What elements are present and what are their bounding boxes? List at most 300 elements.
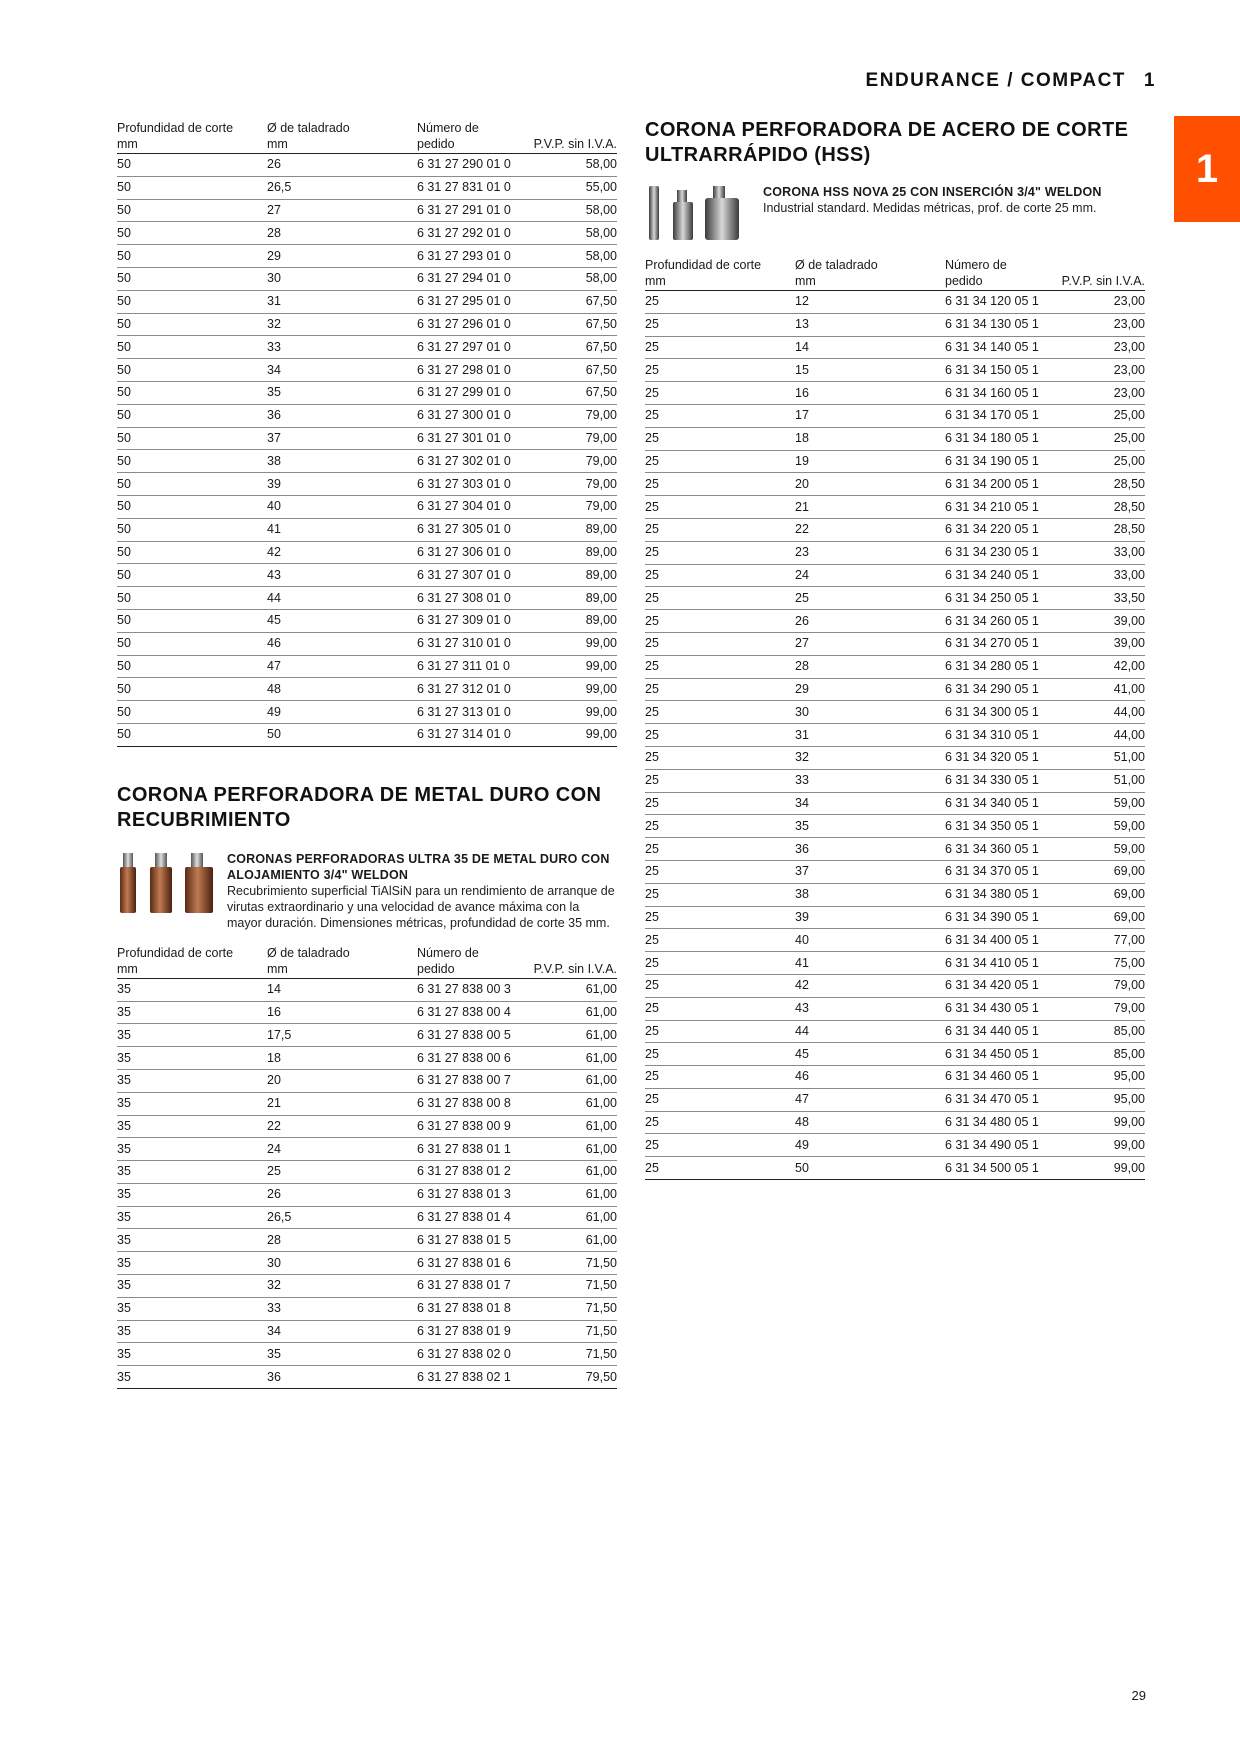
cell-depth: 35 [117, 1115, 267, 1138]
cell-price: 25,00 [1055, 450, 1145, 473]
cell-order-number: 6 31 27 838 00 4 [417, 1001, 527, 1024]
cell-order-number: 6 31 34 390 05 1 [945, 906, 1055, 929]
right-column [645, 118, 1145, 1180]
cell-price: 99,00 [1055, 1111, 1145, 1134]
cell-price: 58,00 [527, 154, 617, 177]
col-header-depth: Profundidad de corte mm [645, 257, 795, 291]
product-text [227, 851, 617, 931]
cell-order-number: 6 31 34 230 05 1 [945, 541, 1055, 564]
cell-depth: 25 [645, 291, 795, 314]
cell-order-number: 6 31 34 260 05 1 [945, 610, 1055, 633]
table-row [117, 1229, 617, 1252]
cell-price: 28,50 [1055, 518, 1145, 541]
table-row [645, 724, 1145, 747]
cell-diameter: 38 [795, 883, 945, 906]
table-row [645, 883, 1145, 906]
cell-price: 99,00 [527, 678, 617, 701]
cell-depth: 25 [645, 997, 795, 1020]
cell-order-number: 6 31 27 290 01 0 [417, 154, 527, 177]
cell-price: 58,00 [527, 267, 617, 290]
cell-depth: 50 [117, 587, 267, 610]
table-row [645, 701, 1145, 724]
cell-depth: 25 [645, 815, 795, 838]
cell-price: 99,00 [527, 655, 617, 678]
table-row [645, 404, 1145, 427]
table-row [645, 496, 1145, 519]
cell-diameter: 38 [267, 450, 417, 473]
cell-order-number: 6 31 34 320 05 1 [945, 746, 1055, 769]
cell-diameter: 28 [795, 655, 945, 678]
cell-order-number: 6 31 27 297 01 0 [417, 336, 527, 359]
cell-price: 79,00 [527, 450, 617, 473]
table-row [645, 336, 1145, 359]
cell-price: 61,00 [527, 1047, 617, 1070]
table-row [117, 473, 617, 496]
cell-depth: 25 [645, 701, 795, 724]
cell-order-number: 6 31 34 270 05 1 [945, 632, 1055, 655]
cell-price: 85,00 [1055, 1020, 1145, 1043]
cell-price: 51,00 [1055, 769, 1145, 792]
table-row [645, 587, 1145, 610]
table2-body [117, 978, 617, 1388]
product-image-nova25 [645, 184, 763, 247]
product-block-hss [645, 184, 1145, 247]
cell-order-number: 6 31 34 300 05 1 [945, 701, 1055, 724]
cell-order-number: 6 31 34 150 05 1 [945, 359, 1055, 382]
cell-price: 79,00 [527, 495, 617, 518]
cell-diameter: 41 [267, 518, 417, 541]
table-row [117, 359, 617, 382]
cell-diameter: 20 [795, 473, 945, 496]
table-row [117, 1297, 617, 1320]
table-row [117, 541, 617, 564]
cell-depth: 25 [645, 769, 795, 792]
table-row [645, 860, 1145, 883]
cell-order-number: 6 31 27 291 01 0 [417, 199, 527, 222]
cell-order-number: 6 31 27 293 01 0 [417, 245, 527, 268]
cell-diameter: 29 [267, 245, 417, 268]
cell-order-number: 6 31 27 838 00 3 [417, 978, 527, 1001]
cell-price: 79,00 [527, 427, 617, 450]
cell-order-number: 6 31 34 420 05 1 [945, 974, 1055, 997]
cell-price: 89,00 [527, 587, 617, 610]
table-row [117, 495, 617, 518]
product-name: CORONAS PERFORADORAS ULTRA 35 DE METAL DURO CON ALOJAMIENTO 3/4" WELDON [227, 851, 610, 882]
table-row [645, 1020, 1145, 1043]
cell-depth: 25 [645, 883, 795, 906]
cell-diameter: 50 [267, 723, 417, 746]
table-row [117, 1115, 617, 1138]
table-row [117, 1320, 617, 1343]
table-row [117, 678, 617, 701]
cell-order-number: 6 31 27 300 01 0 [417, 404, 527, 427]
cell-diameter: 34 [795, 792, 945, 815]
cell-diameter: 20 [267, 1069, 417, 1092]
cell-depth: 25 [645, 1157, 795, 1180]
cell-diameter: 35 [267, 381, 417, 404]
table-row [645, 1134, 1145, 1157]
cell-diameter: 31 [795, 724, 945, 747]
cell-diameter: 28 [267, 1229, 417, 1252]
cell-price: 79,00 [527, 404, 617, 427]
cell-price: 79,50 [527, 1366, 617, 1389]
cell-diameter: 50 [795, 1157, 945, 1180]
table-header-row [117, 120, 617, 154]
cell-price: 89,00 [527, 541, 617, 564]
cell-depth: 50 [117, 154, 267, 177]
cell-depth: 25 [645, 382, 795, 405]
cell-depth: 25 [645, 792, 795, 815]
cell-order-number: 6 31 27 838 01 8 [417, 1297, 527, 1320]
cell-order-number: 6 31 27 312 01 0 [417, 678, 527, 701]
cell-price: 23,00 [1055, 359, 1145, 382]
cell-diameter: 46 [267, 632, 417, 655]
cell-order-number: 6 31 27 838 00 8 [417, 1092, 527, 1115]
cell-depth: 25 [645, 1088, 795, 1111]
cell-depth: 35 [117, 1275, 267, 1298]
cell-depth: 35 [117, 1024, 267, 1047]
cell-price: 89,00 [527, 564, 617, 587]
cell-order-number: 6 31 27 838 00 5 [417, 1024, 527, 1047]
product-description: Recubrimiento superficial TiAlSiN para un rendimiento de arranque de virutas extraordinario y una velocidad de avance máxima con la mayor duración. Dimensiones métricas, profundidad de corte 35 mm. [227, 883, 615, 930]
cell-depth: 25 [645, 746, 795, 769]
cell-diameter: 42 [795, 974, 945, 997]
cell-diameter: 46 [795, 1066, 945, 1089]
col-header-diameter: Ø de taladrado mm [267, 945, 417, 979]
cell-depth: 25 [645, 1134, 795, 1157]
cell-diameter: 35 [267, 1343, 417, 1366]
cell-price: 59,00 [1055, 815, 1145, 838]
table-row [117, 655, 617, 678]
cell-depth: 25 [645, 518, 795, 541]
cell-price: 61,00 [527, 1001, 617, 1024]
cell-diameter: 33 [795, 769, 945, 792]
cell-order-number: 6 31 34 290 05 1 [945, 678, 1055, 701]
table-row [117, 199, 617, 222]
table-row [117, 632, 617, 655]
chapter-tab [1174, 116, 1240, 222]
cell-price: 51,00 [1055, 746, 1145, 769]
cell-diameter: 43 [795, 997, 945, 1020]
cell-depth: 25 [645, 404, 795, 427]
table-row [117, 1206, 617, 1229]
cell-depth: 50 [117, 473, 267, 496]
cell-depth: 35 [117, 1001, 267, 1024]
cell-order-number: 6 31 27 838 01 5 [417, 1229, 527, 1252]
cell-price: 99,00 [1055, 1134, 1145, 1157]
table3-body [645, 291, 1145, 1180]
cell-price: 42,00 [1055, 655, 1145, 678]
cell-depth: 25 [645, 473, 795, 496]
cell-depth: 35 [117, 1092, 267, 1115]
col-header-diameter: Ø de taladrado mm [795, 257, 945, 291]
cell-order-number: 6 31 27 302 01 0 [417, 450, 527, 473]
product-name-hss: CORONA HSS NOVA 25 CON INSERCIÓN 3/4" WELDON [763, 185, 1102, 199]
cell-order-number: 6 31 34 240 05 1 [945, 564, 1055, 587]
table-row [117, 245, 617, 268]
cell-depth: 25 [645, 1111, 795, 1134]
col-header-order: Número de pedido [945, 257, 1055, 291]
cell-price: 99,00 [527, 723, 617, 746]
cell-depth: 25 [645, 1066, 795, 1089]
cell-diameter: 24 [267, 1138, 417, 1161]
cell-price: 59,00 [1055, 838, 1145, 861]
cell-depth: 25 [645, 860, 795, 883]
cell-diameter: 30 [267, 267, 417, 290]
cell-order-number: 6 31 27 838 01 4 [417, 1206, 527, 1229]
table-row [645, 655, 1145, 678]
table-row [117, 1161, 617, 1184]
cell-depth: 25 [645, 678, 795, 701]
table-row [645, 1088, 1145, 1111]
cell-price: 69,00 [1055, 906, 1145, 929]
cell-order-number: 6 31 34 210 05 1 [945, 496, 1055, 519]
cell-depth: 50 [117, 518, 267, 541]
cell-diameter: 26 [267, 1183, 417, 1206]
cell-diameter: 12 [795, 291, 945, 314]
cell-order-number: 6 31 27 296 01 0 [417, 313, 527, 336]
cell-price: 44,00 [1055, 724, 1145, 747]
cell-diameter: 27 [267, 199, 417, 222]
cell-order-number: 6 31 34 140 05 1 [945, 336, 1055, 359]
table-row [645, 610, 1145, 633]
cell-order-number: 6 31 27 307 01 0 [417, 564, 527, 587]
page-header-title: ENDURANCE / COMPACT [865, 70, 1126, 91]
cell-diameter: 16 [795, 382, 945, 405]
table-row [117, 609, 617, 632]
cell-order-number: 6 31 27 831 01 0 [417, 176, 527, 199]
cell-diameter: 24 [795, 564, 945, 587]
cell-order-number: 6 31 27 308 01 0 [417, 587, 527, 610]
table-row [645, 815, 1145, 838]
table-row [117, 290, 617, 313]
cell-price: 71,50 [527, 1275, 617, 1298]
cell-depth: 50 [117, 336, 267, 359]
table-row [117, 336, 617, 359]
cell-diameter: 49 [267, 701, 417, 724]
table-row [645, 838, 1145, 861]
cell-diameter: 36 [267, 1366, 417, 1389]
cell-order-number: 6 31 27 304 01 0 [417, 495, 527, 518]
cell-price: 95,00 [1055, 1088, 1145, 1111]
table-row [645, 541, 1145, 564]
cell-depth: 25 [645, 952, 795, 975]
cell-depth: 25 [645, 610, 795, 633]
cell-order-number: 6 31 34 330 05 1 [945, 769, 1055, 792]
cell-price: 71,50 [527, 1343, 617, 1366]
cell-depth: 25 [645, 587, 795, 610]
cell-order-number: 6 31 27 838 00 6 [417, 1047, 527, 1070]
table-row [117, 1069, 617, 1092]
cell-diameter: 14 [795, 336, 945, 359]
cell-price: 39,00 [1055, 610, 1145, 633]
cell-price: 23,00 [1055, 336, 1145, 359]
table-row [645, 974, 1145, 997]
cell-depth: 50 [117, 655, 267, 678]
table-row [645, 427, 1145, 450]
cell-price: 75,00 [1055, 952, 1145, 975]
cell-price: 61,00 [527, 1115, 617, 1138]
cell-order-number: 6 31 27 303 01 0 [417, 473, 527, 496]
cell-price: 61,00 [527, 978, 617, 1001]
cell-depth: 50 [117, 609, 267, 632]
table-row [117, 176, 617, 199]
cell-order-number: 6 31 34 130 05 1 [945, 313, 1055, 336]
table-row [117, 1343, 617, 1366]
left-column [117, 120, 617, 1389]
table-row [117, 518, 617, 541]
cell-price: 58,00 [527, 245, 617, 268]
cell-order-number: 6 31 34 490 05 1 [945, 1134, 1055, 1157]
cell-order-number: 6 31 34 380 05 1 [945, 883, 1055, 906]
page-header-chapter: 1 [1143, 70, 1156, 91]
cell-depth: 25 [645, 655, 795, 678]
cell-diameter: 26,5 [267, 1206, 417, 1229]
cell-order-number: 6 31 34 400 05 1 [945, 929, 1055, 952]
cell-price: 55,00 [527, 176, 617, 199]
cell-order-number: 6 31 27 301 01 0 [417, 427, 527, 450]
cell-price: 33,00 [1055, 564, 1145, 587]
cell-depth: 50 [117, 427, 267, 450]
cell-order-number: 6 31 27 309 01 0 [417, 609, 527, 632]
price-table-hss-25 [645, 257, 1145, 1180]
product-image-ultra35 [117, 851, 227, 931]
col-header-depth: Profundidad de corte mm [117, 945, 267, 979]
cell-depth: 50 [117, 541, 267, 564]
table-row [117, 1138, 617, 1161]
cell-depth: 25 [645, 906, 795, 929]
hss-core-drill-icon [645, 184, 755, 242]
cell-depth: 25 [645, 541, 795, 564]
product-description-hss: Industrial standard. Medidas métricas, prof. de corte 25 mm. [763, 201, 1097, 215]
table-row [645, 1066, 1145, 1089]
section-title: CORONA PERFORADORA DE METAL DURO CON RECUBRIMIENTO [117, 783, 602, 831]
cell-diameter: 13 [795, 313, 945, 336]
cell-price: 71,50 [527, 1297, 617, 1320]
table-row [645, 952, 1145, 975]
table-row [117, 450, 617, 473]
cell-diameter: 22 [267, 1115, 417, 1138]
cell-depth: 50 [117, 450, 267, 473]
col-header-price: P.V.P. sin I.V.A. [527, 120, 617, 154]
cell-order-number: 6 31 27 838 01 6 [417, 1252, 527, 1275]
cell-price: 28,50 [1055, 496, 1145, 519]
cell-price: 71,50 [527, 1252, 617, 1275]
cell-diameter: 27 [795, 632, 945, 655]
cell-depth: 35 [117, 1047, 267, 1070]
cell-depth: 25 [645, 313, 795, 336]
cell-price: 99,00 [527, 701, 617, 724]
cell-depth: 35 [117, 1252, 267, 1275]
cell-price: 58,00 [527, 222, 617, 245]
cell-price: 61,00 [527, 1183, 617, 1206]
cell-price: 67,50 [527, 313, 617, 336]
col-header-depth: Profundidad de corte mm [117, 120, 267, 154]
table1-body [117, 154, 617, 747]
table-row [645, 564, 1145, 587]
col-header-order: Número de pedido [417, 120, 527, 154]
cell-price: 95,00 [1055, 1066, 1145, 1089]
cell-depth: 50 [117, 313, 267, 336]
table-row [117, 978, 617, 1001]
cell-order-number: 6 31 34 460 05 1 [945, 1066, 1055, 1089]
table-row [645, 678, 1145, 701]
cell-order-number: 6 31 34 120 05 1 [945, 291, 1055, 314]
cell-diameter: 19 [795, 450, 945, 473]
cell-diameter: 18 [795, 427, 945, 450]
chapter-tab-label: 1 [1195, 146, 1219, 191]
cell-price: 79,00 [1055, 974, 1145, 997]
product-block [117, 851, 617, 931]
cell-order-number: 6 31 27 838 00 9 [417, 1115, 527, 1138]
cell-price: 67,50 [527, 381, 617, 404]
cell-price: 61,00 [527, 1229, 617, 1252]
col-header-order: Número de pedido [417, 945, 527, 979]
cell-diameter: 36 [267, 404, 417, 427]
cell-price: 99,00 [527, 632, 617, 655]
cell-diameter: 35 [795, 815, 945, 838]
core-drill-icon [117, 851, 217, 917]
cell-depth: 25 [645, 450, 795, 473]
table-row [117, 1252, 617, 1275]
cell-order-number: 6 31 34 200 05 1 [945, 473, 1055, 496]
cell-price: 89,00 [527, 609, 617, 632]
cell-price: 79,00 [527, 473, 617, 496]
cell-diameter: 26 [267, 154, 417, 177]
cell-order-number: 6 31 27 311 01 0 [417, 655, 527, 678]
cell-order-number: 6 31 27 838 01 9 [417, 1320, 527, 1343]
cell-order-number: 6 31 34 170 05 1 [945, 404, 1055, 427]
table-row [645, 906, 1145, 929]
cell-depth: 50 [117, 723, 267, 746]
table-row [117, 1183, 617, 1206]
cell-diameter: 33 [267, 1297, 417, 1320]
cell-order-number: 6 31 34 190 05 1 [945, 450, 1055, 473]
cell-depth: 35 [117, 1069, 267, 1092]
cell-diameter: 37 [795, 860, 945, 883]
table-row [645, 632, 1145, 655]
cell-price: 28,50 [1055, 473, 1145, 496]
cell-diameter: 25 [267, 1161, 417, 1184]
cell-order-number: 6 31 34 340 05 1 [945, 792, 1055, 815]
cell-price: 71,50 [527, 1320, 617, 1343]
cell-diameter: 32 [795, 746, 945, 769]
cell-depth: 25 [645, 838, 795, 861]
cell-order-number: 6 31 34 250 05 1 [945, 587, 1055, 610]
cell-order-number: 6 31 34 360 05 1 [945, 838, 1055, 861]
cell-diameter: 34 [267, 359, 417, 382]
cell-order-number: 6 31 27 838 01 3 [417, 1183, 527, 1206]
cell-price: 67,50 [527, 336, 617, 359]
cell-diameter: 37 [267, 427, 417, 450]
cell-diameter: 30 [795, 701, 945, 724]
table-header-row [645, 257, 1145, 291]
cell-diameter: 47 [267, 655, 417, 678]
cell-diameter: 23 [795, 541, 945, 564]
cell-order-number: 6 31 27 294 01 0 [417, 267, 527, 290]
cell-depth: 50 [117, 199, 267, 222]
cell-price: 69,00 [1055, 860, 1145, 883]
cell-price: 61,00 [527, 1069, 617, 1092]
cell-price: 39,00 [1055, 632, 1145, 655]
cell-diameter: 48 [795, 1111, 945, 1134]
cell-price: 61,00 [527, 1161, 617, 1184]
cell-diameter: 32 [267, 1275, 417, 1298]
cell-depth: 25 [645, 427, 795, 450]
cell-order-number: 6 31 34 220 05 1 [945, 518, 1055, 541]
cell-price: 23,00 [1055, 382, 1145, 405]
cell-order-number: 6 31 27 838 00 7 [417, 1069, 527, 1092]
